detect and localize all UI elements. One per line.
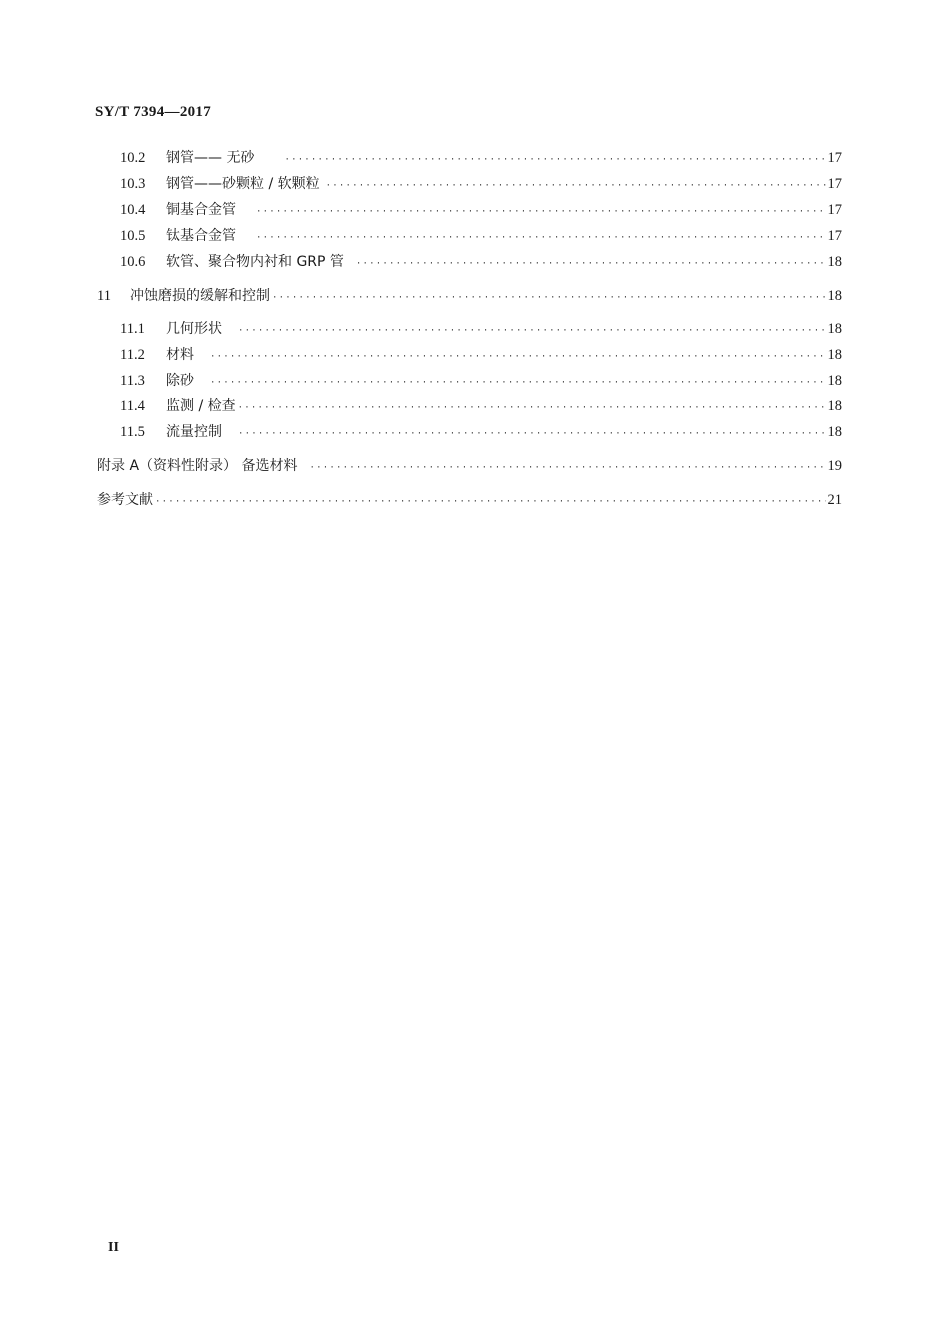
toc-dot-leader xyxy=(309,459,825,477)
toc-entry-title: 材料 xyxy=(166,347,194,363)
toc-entry-title: 参考文献 xyxy=(97,492,153,508)
toc-entry-number: 11.5 xyxy=(120,424,145,440)
toc-entry-page: 17 xyxy=(827,150,842,166)
toc-entry-title: 流量控制 xyxy=(166,424,222,440)
toc-entry-page: 17 xyxy=(827,228,842,244)
toc-entry-title: 冲蚀磨损的缓解和控制 xyxy=(130,288,270,304)
toc-entry-appendix-a[interactable] xyxy=(97,457,842,475)
page-number: II xyxy=(108,1240,119,1255)
toc-entry-page: 21 xyxy=(827,492,842,508)
toc-entry-11-1[interactable] xyxy=(120,320,842,338)
toc-entry-10-6[interactable] xyxy=(120,253,842,271)
toc-entry-11-5[interactable] xyxy=(120,423,842,441)
toc-dot-leader xyxy=(238,425,826,443)
toc-entry-title: （资料性附录） 备选材料 xyxy=(139,458,298,474)
toc-entry-10-2[interactable] xyxy=(120,149,842,167)
toc-entry-title: 除砂 xyxy=(166,373,194,389)
toc-entry-number: 10.3 xyxy=(120,176,146,192)
toc-dot-leader xyxy=(238,322,826,340)
toc-entry-page: 18 xyxy=(827,373,842,389)
toc-entry-page: 17 xyxy=(827,176,842,192)
toc-entry-page: 17 xyxy=(827,202,842,218)
toc-entry-10-3[interactable] xyxy=(120,175,842,193)
toc-entry-title: 钢管—— 无砂 xyxy=(166,150,255,166)
toc-entry-title: 软管、聚合物内衬和 GRP 管 xyxy=(166,254,344,270)
toc-dot-leader xyxy=(210,374,826,392)
toc-dot-leader xyxy=(326,177,826,195)
toc-entry-number: 10.5 xyxy=(120,228,146,244)
toc-entry-title: 铜基合金管 xyxy=(166,202,236,218)
toc-entry-page: 18 xyxy=(827,347,842,363)
toc-entry-11-2[interactable] xyxy=(120,346,842,364)
toc-entry-number: 10.6 xyxy=(120,254,146,270)
toc-entry-number: 11.1 xyxy=(120,321,145,337)
toc-entry-11[interactable] xyxy=(97,287,842,305)
toc-dot-leader xyxy=(256,229,826,247)
toc-dot-leader xyxy=(284,151,825,169)
toc-entry-number: 附录 A xyxy=(97,458,140,474)
toc-dot-leader xyxy=(238,399,826,417)
toc-dot-leader xyxy=(256,203,826,221)
toc-entry-number: 10.2 xyxy=(120,150,146,166)
toc-entry-11-4[interactable] xyxy=(120,397,842,415)
toc-entry-title: 钛基合金管 xyxy=(166,228,236,244)
toc-entry-page: 18 xyxy=(827,398,842,414)
toc-entry-page: 18 xyxy=(827,254,842,270)
toc-dot-leader xyxy=(155,493,826,511)
toc-entry-page: 19 xyxy=(827,458,842,474)
toc-entry-title: 监测 / 检查 xyxy=(166,398,236,414)
toc-entry-page: 18 xyxy=(827,424,842,440)
toc-entry-10-5[interactable] xyxy=(120,227,842,245)
toc-entry-title: 钢管——砂颗粒 / 软颗粒 xyxy=(166,176,320,192)
toc-entry-page: 18 xyxy=(827,321,842,337)
toc-entry-number: 10.4 xyxy=(120,202,146,218)
toc-entry-number: 11.4 xyxy=(120,398,145,414)
toc-entry-page: 18 xyxy=(827,288,842,304)
toc-entry-11-3[interactable] xyxy=(120,372,842,390)
toc-entry-references[interactable] xyxy=(97,491,842,509)
toc-dot-leader xyxy=(210,348,826,366)
toc-entry-number: 11.2 xyxy=(120,347,145,363)
toc-entry-10-4[interactable] xyxy=(120,201,842,219)
page-header-standard-code: SY/T 7394—2017 xyxy=(95,104,212,120)
toc-dot-leader xyxy=(356,255,826,273)
toc-entry-title: 几何形状 xyxy=(166,321,222,337)
toc-entry-number: 11.3 xyxy=(120,373,145,389)
toc-dot-leader xyxy=(272,289,826,307)
toc-entry-number: 11 xyxy=(97,288,111,304)
